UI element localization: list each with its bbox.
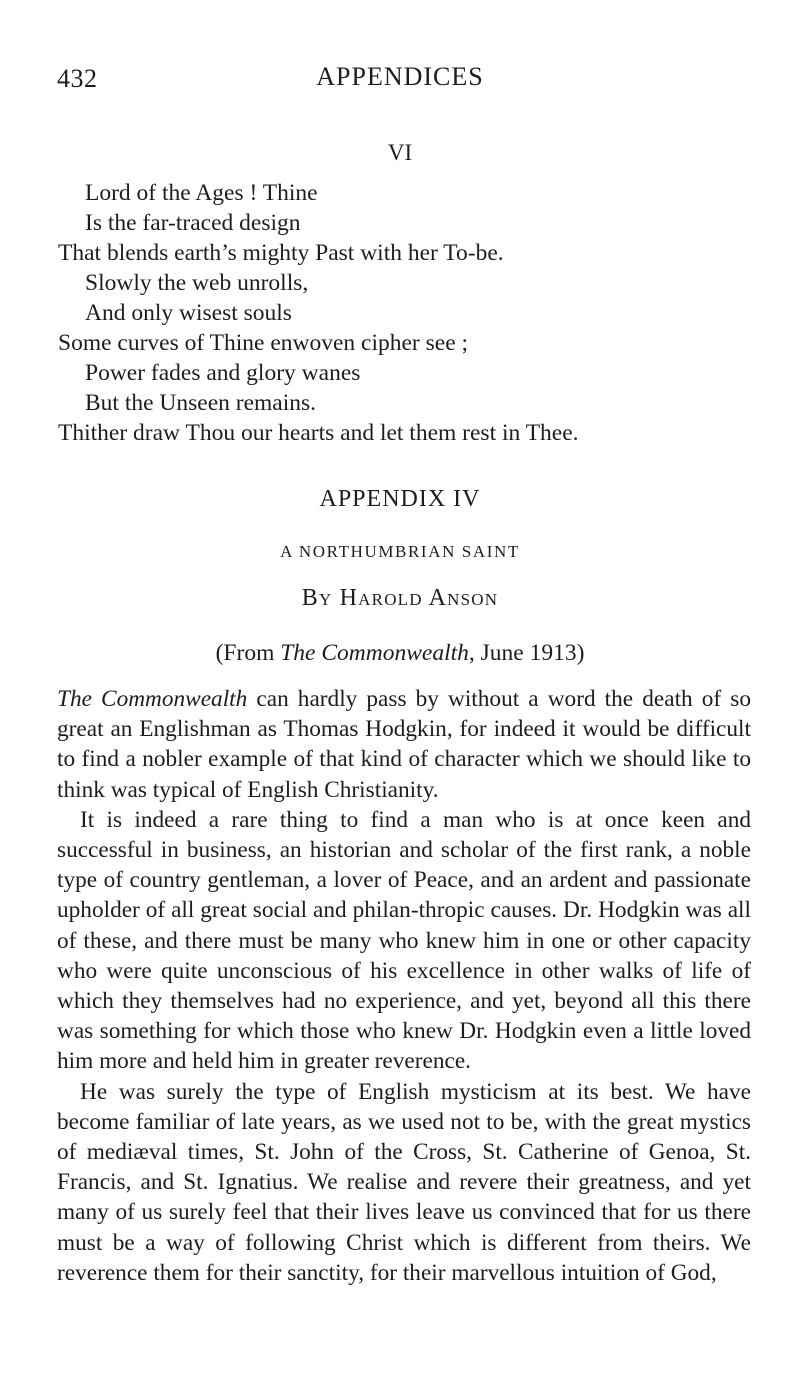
poem-line: Thither draw Thou our hearts and let them rest in Thee. xyxy=(58,420,579,446)
paragraph: It is indeed a rare thing to find a man who is at once keen and successful in business, an historian and scholar of the first rank, a noble type of country gentleman, a lover of Peace, and an ardent and passionate upholder of all great social and philan-thropic causes. Dr. Hodgkin was all of these, and there must be many who knew him in one or other capacity who were quite unconscious of his excellence in other walks of life of which they themselves had no experience, and yet, beyond all this there was something for which those who knew Dr. Hodgkin even a little loved him more and held him in greater reverence. xyxy=(57,806,751,1075)
paragraph-text: can hardly pass by without a word the death of so great an Englishman as Thomas Hodgkin, for indeed it would be difficult to find a nobler example of that kind of character which we should like to think was typical of English Christianity. xyxy=(57,686,751,803)
poem-line: That blends earth’s mighty Past with her To-be. xyxy=(58,240,504,266)
running-head xyxy=(0,62,800,102)
appendix-source xyxy=(0,640,800,667)
running-title: APPENDICES xyxy=(316,62,484,91)
poem-line: But the Unseen remains. xyxy=(85,390,317,416)
poem-line: Power fades and glory wanes xyxy=(85,360,361,386)
appendix-byline: By Harold Anson xyxy=(301,585,499,611)
appendix-heading: APPENDIX IV xyxy=(319,486,481,512)
poem-line: And only wisest souls xyxy=(85,300,292,326)
poem-line: Slowly the web unrolls, xyxy=(85,270,309,296)
poem-line: Is the far-traced design xyxy=(85,210,301,236)
source-prefix: (From xyxy=(215,640,281,666)
paragraph: He was surely the type of English mysticism at its best. We have become familiar of late years, as we used not to be, with the great mystics of mediæval times, St. John of the Cross, St. Catherine of Genoa, St. Francis, and St. Ignatius. We realise and revere their greatness, and yet many of us surely feel that their lives leave us convinced that for us there must be a way of following Christ which is different from theirs. We reverence them for their sanctity, for their marvellous intuition of God, xyxy=(57,1078,751,1286)
poem-line: Some curves of Thine enwoven cipher see ; xyxy=(58,330,469,356)
poem-number: VI xyxy=(387,140,413,165)
appendix-subtitle: A NORTHUMBRIAN SAINT xyxy=(280,542,520,561)
poem-line: Lord of the Ages ! Thine xyxy=(85,180,318,206)
source-suffix: , June 1913) xyxy=(468,640,585,666)
source-title: The Commonwealth xyxy=(280,640,469,666)
paragraph-title: The Commonwealth xyxy=(57,686,248,712)
page-number: 432 xyxy=(57,64,98,93)
paragraph xyxy=(57,684,751,805)
body-text xyxy=(57,684,751,1288)
